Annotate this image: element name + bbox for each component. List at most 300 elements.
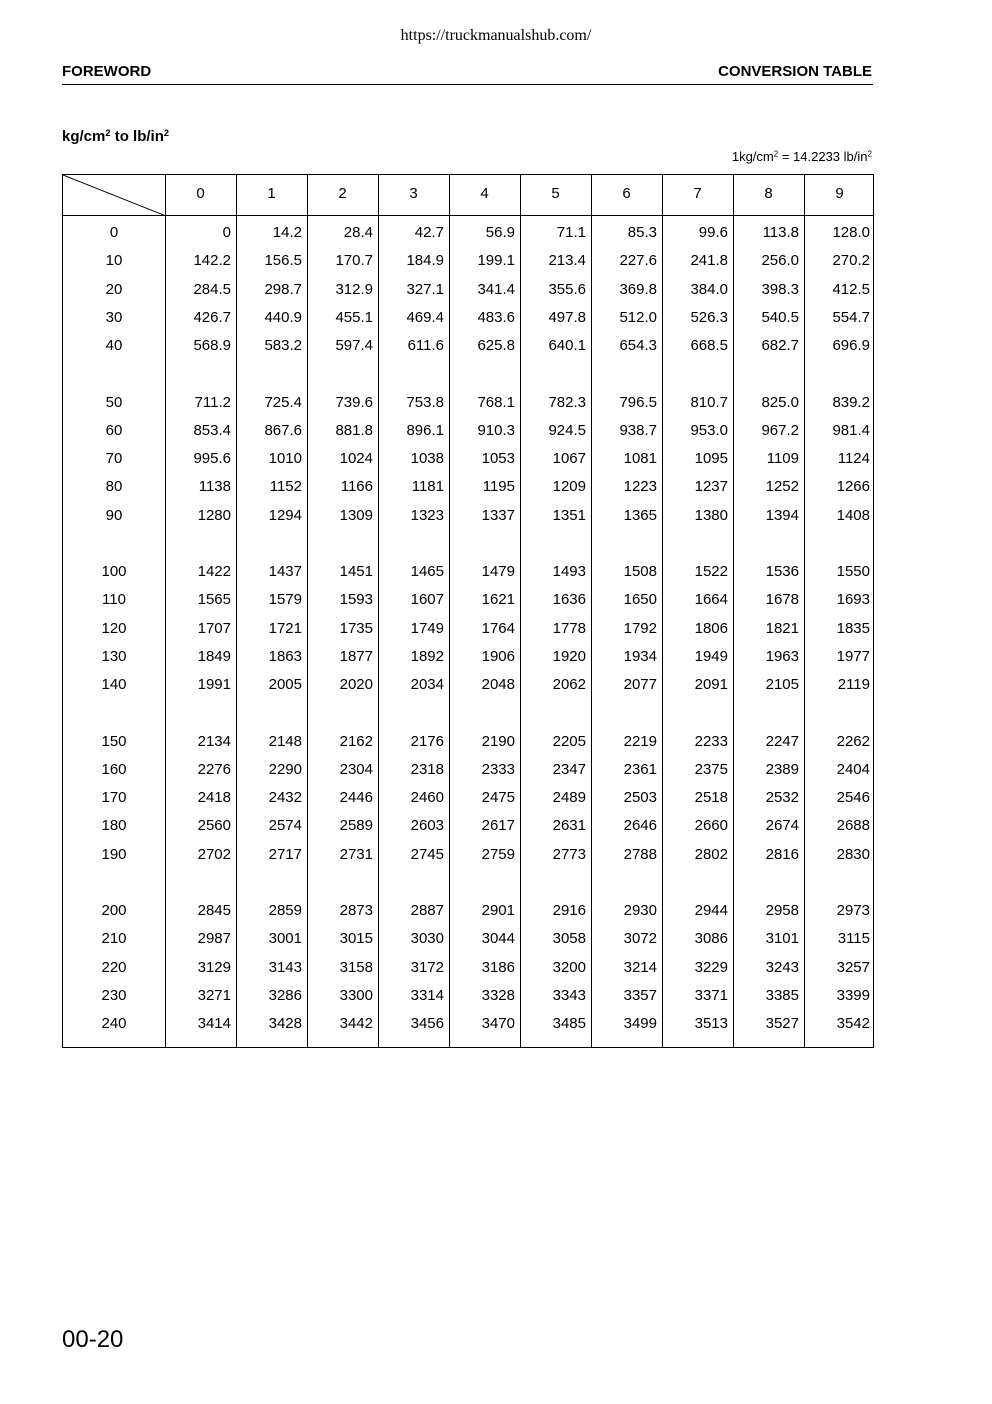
- row-header: 90: [105, 506, 123, 524]
- table-cell: 469.4: [406, 308, 444, 326]
- table-cell: 2560: [197, 817, 231, 835]
- table-cell: 1422: [197, 563, 231, 580]
- table-cell: 2631: [552, 817, 586, 835]
- table-cell: 170.7: [335, 252, 373, 270]
- row-header: 200: [101, 902, 127, 919]
- table-cell: 1735: [339, 619, 373, 637]
- table-cell: 2574: [268, 817, 302, 835]
- table-title: [62, 128, 169, 145]
- table-cell: 355.6: [548, 280, 586, 298]
- table-cell: 2830: [836, 845, 870, 863]
- title-unit-from: kg/cm: [62, 128, 106, 145]
- table-cell: 2859: [268, 902, 302, 919]
- column-header: 7: [693, 185, 702, 202]
- table-cell: 3527: [765, 1015, 799, 1033]
- table-cell: 156.5: [264, 252, 302, 270]
- table-cell: 2162: [339, 732, 373, 750]
- table-cell: 1536: [765, 563, 799, 580]
- table-cell: 2262: [836, 732, 870, 750]
- row-header: 30: [105, 308, 123, 326]
- table-cell: 1906: [481, 647, 515, 665]
- table-cell: 2333: [481, 760, 515, 778]
- header-divider: [62, 84, 873, 85]
- note-exponent-from: 2: [773, 149, 779, 159]
- table-cell: 3414: [197, 1015, 231, 1033]
- row-header: 210: [101, 930, 127, 948]
- table-cell: 2048: [481, 676, 515, 694]
- table-cell: 995.6: [193, 450, 231, 468]
- table-cell: 1195: [482, 478, 515, 496]
- table-cell: 1877: [339, 647, 373, 665]
- table-cell: 241.8: [690, 252, 728, 270]
- table-cell: 1024: [339, 450, 373, 468]
- table-cell: 1821: [765, 619, 799, 637]
- table-cell: 640.1: [548, 337, 586, 355]
- table-cell: 2887: [410, 902, 444, 919]
- table-cell: 1365: [623, 506, 657, 524]
- table-cell: 768.1: [477, 393, 515, 411]
- table-cell: 625.8: [477, 337, 515, 355]
- table-cell: 398.3: [761, 280, 799, 298]
- table-cell: 1351: [552, 506, 586, 524]
- table-cell: 0: [222, 224, 231, 241]
- table-cell: 3456: [410, 1015, 444, 1033]
- table-cell: 2617: [481, 817, 515, 835]
- table-cell: 753.8: [406, 393, 444, 411]
- table-cell: 28.4: [343, 224, 373, 241]
- table-cell: 1323: [410, 506, 444, 524]
- table-cell: 867.6: [264, 421, 302, 439]
- table-cell: 1650: [623, 591, 657, 609]
- table-cell: 2205: [552, 732, 586, 750]
- table-cell: 1010: [268, 450, 302, 468]
- row-header: 170: [101, 789, 127, 807]
- column-header: 1: [267, 185, 276, 202]
- table-cell: 2190: [481, 732, 515, 750]
- table-cell: 2119: [837, 676, 870, 694]
- table-cell: 1934: [623, 647, 657, 665]
- table-cell: 14.2: [272, 224, 302, 241]
- table-cell: 1678: [765, 591, 799, 609]
- table-cell: 1394: [765, 506, 799, 524]
- row-header: 10: [105, 252, 123, 270]
- title-unit-to: to lb/in: [110, 128, 164, 145]
- table-cell: 2134: [197, 732, 231, 750]
- table-cell: 2503: [623, 789, 657, 807]
- table-cell: 384.0: [690, 280, 728, 298]
- table-cell: 2973: [836, 902, 870, 919]
- table-cell: 1237: [694, 478, 728, 496]
- table-cell: 1053: [481, 450, 515, 468]
- column-header: 9: [835, 185, 844, 202]
- row-header: 110: [102, 591, 126, 609]
- table-cell: 3086: [694, 930, 728, 948]
- table-cell: 3300: [339, 986, 373, 1004]
- column-header: 8: [764, 185, 773, 202]
- table-cell: 1252: [765, 478, 799, 496]
- row-header: 240: [101, 1015, 127, 1033]
- table-cell: 2105: [765, 676, 799, 694]
- table-cell: 3015: [339, 930, 373, 948]
- table-cell: 1266: [836, 478, 870, 496]
- table-cell: 796.5: [619, 393, 657, 411]
- table-cell: 3385: [765, 986, 799, 1004]
- table-cell: 3257: [836, 958, 870, 976]
- table-cell: 2034: [410, 676, 444, 694]
- table-cell: 3428: [268, 1015, 302, 1033]
- table-cell: 1465: [410, 563, 444, 580]
- table-cell: 3158: [339, 958, 373, 976]
- title-exponent-from: 2: [105, 127, 111, 138]
- table-cell: 967.2: [761, 421, 799, 439]
- table-cell: 3357: [623, 986, 657, 1004]
- table-cell: 1294: [268, 506, 302, 524]
- table-cell: 2816: [765, 845, 799, 863]
- table-cell: 184.9: [406, 252, 444, 270]
- table-cell: 2389: [765, 760, 799, 778]
- table-cell: 1522: [694, 563, 728, 580]
- table-cell: 2475: [481, 789, 515, 807]
- table-cell: 654.3: [619, 337, 657, 355]
- table-cell: 839.2: [832, 393, 870, 411]
- table-cell: 2318: [410, 760, 444, 778]
- table-cell: 56.9: [485, 224, 515, 241]
- table-cell: 2446: [339, 789, 373, 807]
- table-cell: 2489: [552, 789, 586, 807]
- table-cell: 924.5: [548, 421, 586, 439]
- table-cell: 1806: [694, 619, 728, 637]
- table-cell: 71.1: [556, 224, 586, 241]
- row-header: 0: [109, 224, 119, 241]
- table-cell: 2773: [552, 845, 586, 863]
- table-cell: 2020: [339, 676, 373, 694]
- table-cell: 3030: [410, 930, 444, 948]
- note-unit-from: 1kg/cm: [731, 149, 774, 164]
- table-cell: 1593: [339, 591, 373, 609]
- row-header: 220: [101, 958, 127, 976]
- table-cell: 725.4: [264, 393, 302, 411]
- table-cell: 284.5: [193, 280, 231, 298]
- table-cell: 2347: [552, 760, 586, 778]
- table-cell: 1664: [694, 591, 728, 609]
- table-cell: 3485: [552, 1015, 586, 1033]
- table-cell: 1209: [552, 478, 586, 496]
- table-cell: 99.6: [698, 224, 728, 241]
- table-cell: 2589: [339, 817, 373, 835]
- table-cell: 2375: [694, 760, 728, 778]
- row-header: 20: [105, 280, 123, 298]
- table-cell: 2148: [268, 732, 302, 750]
- table-cell: 3058: [552, 930, 586, 948]
- table-cell: 611.6: [407, 337, 444, 355]
- row-header: 150: [101, 732, 127, 750]
- table-cell: 3243: [765, 958, 799, 976]
- table-cell: 327.1: [406, 280, 444, 298]
- table-cell: 2646: [623, 817, 657, 835]
- table-cell: 440.9: [264, 308, 302, 326]
- row-header: 50: [105, 393, 123, 411]
- column-header: 4: [480, 185, 489, 202]
- table-cell: 2660: [694, 817, 728, 835]
- table-cell: 682.7: [761, 337, 799, 355]
- table-cell: 2845: [197, 902, 231, 919]
- table-cell: 981.4: [832, 421, 870, 439]
- table-cell: 1863: [268, 647, 302, 665]
- table-cell: 2361: [623, 760, 657, 778]
- table-cell: 3499: [623, 1015, 657, 1033]
- table-cell: 1749: [410, 619, 444, 637]
- table-cell: 3399: [836, 986, 870, 1004]
- table-cell: 227.6: [619, 252, 657, 270]
- table-cell: 455.1: [335, 308, 373, 326]
- table-cell: 2247: [765, 732, 799, 750]
- table-cell: 668.5: [690, 337, 728, 355]
- table-cell: 3542: [836, 1015, 870, 1033]
- table-cell: 1949: [694, 647, 728, 665]
- table-cell: 3101: [765, 930, 799, 948]
- table-cell: 1579: [268, 591, 302, 609]
- table-cell: 953.0: [690, 421, 728, 439]
- table-cell: 1920: [552, 647, 586, 665]
- table-cell: 512.0: [619, 308, 657, 326]
- table-cell: 2276: [197, 760, 231, 778]
- table-cell: 2717: [268, 845, 302, 863]
- table-cell: 1152: [269, 478, 302, 496]
- table-cell: 2005: [268, 676, 302, 694]
- table-cell: 711.2: [194, 393, 231, 411]
- table-cell: 2404: [836, 760, 870, 778]
- table-cell: 1963: [765, 647, 799, 665]
- table-cell: 1038: [410, 450, 444, 468]
- table-cell: 739.6: [335, 393, 373, 411]
- table-cell: 696.9: [832, 337, 870, 355]
- table-cell: 213.4: [548, 252, 586, 270]
- table-cell: 3044: [481, 930, 515, 948]
- table-cell: 3442: [339, 1015, 373, 1033]
- row-header: 190: [101, 845, 127, 863]
- conversion-factor-note: [732, 149, 872, 164]
- table-cell: 2532: [765, 789, 799, 807]
- row-header: 60: [105, 421, 123, 439]
- table-cell: 2460: [410, 789, 444, 807]
- table-cell: 825.0: [761, 393, 799, 411]
- table-cell: 369.8: [619, 280, 657, 298]
- table-cell: 1437: [268, 563, 302, 580]
- title-exponent-to: 2: [163, 127, 170, 138]
- table-cell: 1095: [694, 450, 728, 468]
- table-cell: 3214: [623, 958, 657, 976]
- table-cell: 2603: [410, 817, 444, 835]
- table-cell: 42.7: [414, 224, 444, 241]
- table-cell: 1977: [836, 647, 870, 665]
- table-cell: 597.4: [335, 337, 373, 355]
- table-cell: 3172: [410, 958, 444, 976]
- table-cell: 199.1: [477, 252, 515, 270]
- row-header: 160: [101, 760, 127, 778]
- table-cell: 568.9: [193, 337, 231, 355]
- table-cell: 1493: [552, 563, 586, 580]
- table-cell: 270.2: [832, 252, 870, 270]
- table-cell: 2546: [836, 789, 870, 807]
- table-cell: 2062: [552, 676, 586, 694]
- table-cell: 3343: [552, 986, 586, 1004]
- table-cell: 1181: [411, 478, 444, 496]
- row-header: 140: [101, 676, 127, 694]
- table-cell: 1067: [552, 450, 586, 468]
- table-cell: 540.5: [761, 308, 799, 326]
- table-cell: 1764: [481, 619, 515, 637]
- row-header: 120: [101, 619, 127, 637]
- corner-diagonal-line: [63, 175, 166, 216]
- table-cell: 3186: [481, 958, 515, 976]
- table-cell: 2788: [623, 845, 657, 863]
- table-cell: 3470: [481, 1015, 515, 1033]
- column-header: 2: [338, 185, 347, 202]
- table-cell: 3229: [694, 958, 728, 976]
- row-header: 80: [105, 478, 123, 496]
- page-number: 00-20: [62, 1326, 124, 1353]
- table-cell: 2091: [694, 676, 728, 694]
- table-cell: 3143: [268, 958, 302, 976]
- table-cell: 2418: [197, 789, 231, 807]
- table-cell: 1721: [268, 619, 302, 637]
- table-cell: 782.3: [548, 393, 586, 411]
- column-header: 0: [196, 185, 205, 202]
- table-cell: 2674: [765, 817, 799, 835]
- table-cell: 1166: [340, 478, 373, 496]
- table-cell: 1565: [197, 591, 231, 609]
- table-cell: 1337: [481, 506, 515, 524]
- row-header: 130: [101, 647, 127, 665]
- table-cell: 1693: [836, 591, 870, 609]
- column-header: 3: [409, 185, 418, 202]
- table-cell: 881.8: [335, 421, 373, 439]
- table-cell: 483.6: [477, 308, 515, 326]
- table-cell: 1280: [197, 506, 231, 524]
- table-cell: 2958: [765, 902, 799, 919]
- table-cell: 1451: [339, 563, 373, 580]
- table-cell: 1124: [837, 450, 870, 468]
- row-header: 230: [101, 986, 127, 1004]
- table-cell: 298.7: [264, 280, 302, 298]
- table-cell: 1849: [197, 647, 231, 665]
- table-cell: 1479: [481, 563, 515, 580]
- table-cell: 412.5: [832, 280, 870, 298]
- note-factor: = 14.2233 lb/in: [778, 149, 868, 164]
- table-cell: 3200: [552, 958, 586, 976]
- table-cell: 554.7: [832, 308, 870, 326]
- table-cell: 1778: [552, 619, 586, 637]
- table-cell: 853.4: [193, 421, 231, 439]
- table-cell: 810.7: [690, 393, 728, 411]
- table-cell: 2731: [339, 845, 373, 863]
- table-cell: 3371: [694, 986, 728, 1004]
- table-cell: 1792: [623, 619, 657, 637]
- note-exponent-to: 2: [867, 149, 872, 159]
- table-cell: 1607: [410, 591, 444, 609]
- table-cell: 1081: [623, 450, 657, 468]
- table-cell: 3001: [268, 930, 302, 948]
- table-cell: 426.7: [193, 308, 231, 326]
- table-cell: 3072: [623, 930, 657, 948]
- table-cell: 2930: [623, 902, 657, 919]
- source-url: https://truckmanualshub.com/: [400, 27, 592, 44]
- table-cell: 2873: [339, 902, 373, 919]
- table-cell: 2802: [694, 845, 728, 863]
- row-header: 100: [101, 563, 127, 580]
- page-heading: CONVERSION TABLE: [718, 63, 872, 80]
- table-cell: 2901: [481, 902, 515, 919]
- table-cell: 1892: [410, 647, 444, 665]
- table-cell: 2702: [197, 845, 231, 863]
- header-row-divider: [63, 215, 873, 216]
- table-cell: 256.0: [761, 252, 799, 270]
- table-cell: 1309: [339, 506, 373, 524]
- table-cell: 2304: [339, 760, 373, 778]
- table-cell: 142.2: [193, 252, 231, 270]
- row-header: 70: [105, 450, 123, 468]
- table-cell: 1223: [623, 478, 657, 496]
- table-cell: 1550: [836, 563, 870, 580]
- table-cell: 2233: [694, 732, 728, 750]
- table-cell: 1636: [552, 591, 586, 609]
- column-header: 5: [551, 185, 560, 202]
- table-cell: 1707: [197, 619, 231, 637]
- table-cell: 1109: [766, 450, 799, 468]
- table-cell: 2688: [836, 817, 870, 835]
- column-header: 6: [622, 185, 631, 202]
- table-cell: 312.9: [335, 280, 373, 298]
- table-cell: 2290: [268, 760, 302, 778]
- table-cell: 128.0: [832, 224, 870, 241]
- table-cell: 1621: [481, 591, 515, 609]
- table-cell: 1138: [198, 478, 231, 496]
- table-cell: 910.3: [477, 421, 515, 439]
- table-cell: 1835: [836, 619, 870, 637]
- table-cell: 3271: [197, 986, 231, 1004]
- table-cell: 2759: [481, 845, 515, 863]
- table-cell: 2432: [268, 789, 302, 807]
- table-cell: 1408: [836, 506, 870, 524]
- table-cell: 3115: [837, 930, 870, 948]
- table-cell: 1380: [694, 506, 728, 524]
- table-cell: 2077: [623, 676, 657, 694]
- table-cell: 497.8: [548, 308, 586, 326]
- table-cell: 2176: [410, 732, 444, 750]
- row-header: 40: [105, 337, 123, 355]
- table-cell: 85.3: [627, 224, 657, 241]
- table-cell: 2987: [197, 930, 231, 948]
- table-cell: 583.2: [264, 337, 302, 355]
- table-cell: 896.1: [406, 421, 444, 439]
- table-cell: 341.4: [477, 280, 515, 298]
- table-cell: 1508: [623, 563, 657, 580]
- table-cell: 3328: [481, 986, 515, 1004]
- table-cell: 526.3: [690, 308, 728, 326]
- table-cell: 3286: [268, 986, 302, 1004]
- conversion-table: [62, 174, 874, 1048]
- table-cell: 938.7: [619, 421, 657, 439]
- row-header: 180: [101, 817, 127, 835]
- table-cell: 3129: [197, 958, 231, 976]
- table-cell: 2944: [694, 902, 728, 919]
- table-cell: 2916: [552, 902, 586, 919]
- table-cell: 3513: [694, 1015, 728, 1033]
- table-cell: 2518: [694, 789, 728, 807]
- table-cell: 3314: [410, 986, 444, 1004]
- table-cell: 1991: [197, 676, 231, 694]
- table-cell: 2745: [410, 845, 444, 863]
